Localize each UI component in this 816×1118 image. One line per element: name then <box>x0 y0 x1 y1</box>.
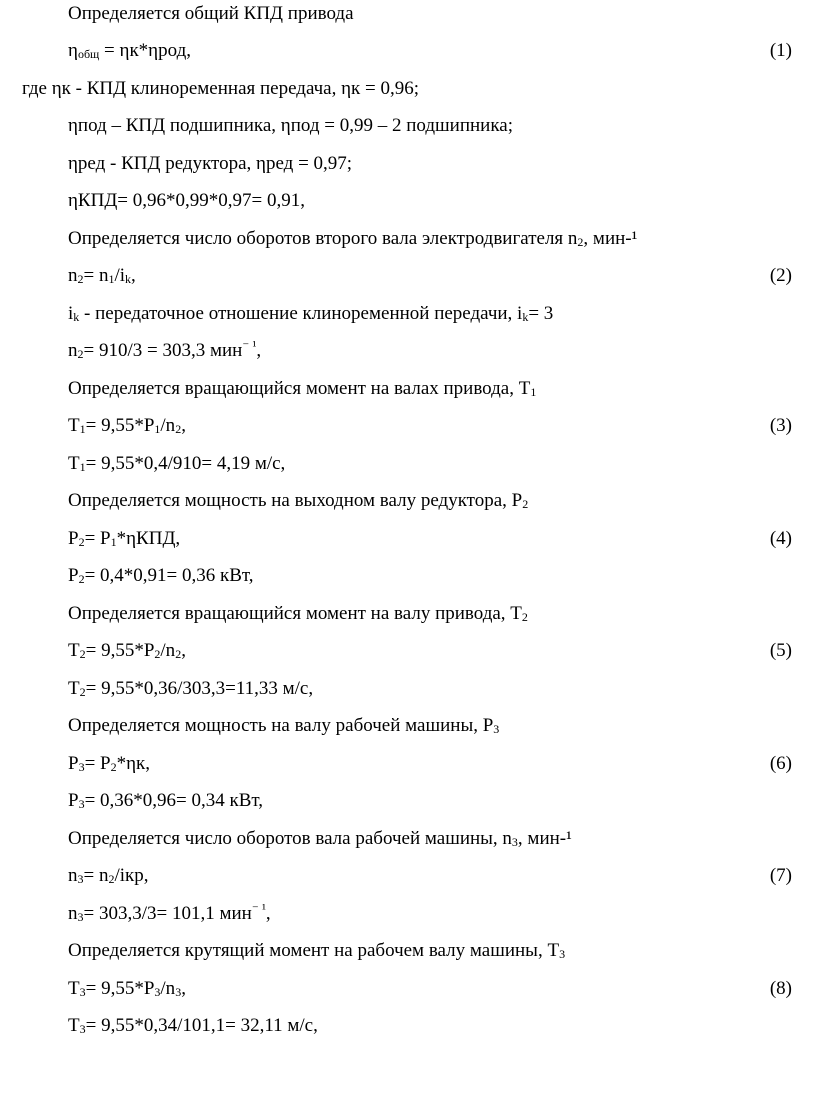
formula-text: = 9,55*0,34/101,1= 32,11 м/с, <box>85 1015 318 1036</box>
text-line-rpm-machine <box>68 825 792 853</box>
formula-subscript: 2 <box>154 647 161 661</box>
formula-subscript: 2 <box>79 647 86 661</box>
text-line-torque-machine <box>68 937 792 965</box>
line-text: , мин-¹ <box>517 828 572 849</box>
text-line-n2-result <box>68 337 792 365</box>
formula-subscript: k <box>522 310 529 324</box>
formula-text: , <box>265 903 271 924</box>
text-line-p2-result <box>68 562 792 590</box>
text-line-t1-result <box>68 450 792 478</box>
formula-line-7 <box>68 862 792 890</box>
equation-number: (3) <box>769 415 792 436</box>
formula-symbol: T <box>68 453 80 474</box>
formula-symbol: i <box>68 303 74 324</box>
formula-symbol: T <box>68 640 80 661</box>
formula-text: = 910/3 = 303,3 мин <box>83 340 243 361</box>
formula-text: = P <box>84 528 111 549</box>
formula-text: = 303,3/3= 101,1 мин <box>83 903 252 924</box>
equation-number: (2) <box>769 265 792 286</box>
equation-number: (7) <box>769 865 792 886</box>
line-text: Определяется число оборотов второго вала электродвигателя n <box>68 228 578 249</box>
formula-text: *ηк, <box>116 753 151 774</box>
formula-symbol: n <box>68 265 78 286</box>
text-line-power-reducer <box>68 487 792 515</box>
formula-text: /n <box>160 415 176 436</box>
formula-subscript: 2 <box>78 572 85 586</box>
formula-subscript: k <box>125 272 132 286</box>
formula-symbol: n <box>68 865 78 886</box>
formula-subscript: 3 <box>77 872 84 886</box>
formula-subscript: 3 <box>493 722 500 736</box>
text-line-reducer <box>68 150 792 178</box>
formula-text: = 9,55*P <box>85 640 155 661</box>
formula-subscript: 1 <box>108 272 115 286</box>
formula-subscript: 2 <box>110 760 117 774</box>
formula-text: = 0,4*0,91= 0,36 кВт, <box>84 565 254 586</box>
formula-text: = n <box>83 865 109 886</box>
formula-symbol: T <box>68 415 80 436</box>
formula-subscript: 2 <box>577 235 584 249</box>
formula-subscript: 1 <box>79 460 86 474</box>
line-text: Определяется мощность на выходном валу редуктора, P <box>68 490 523 511</box>
formula-subscript: 2 <box>78 535 85 549</box>
formula-text: = 0,36*0,96= 0,34 кВт, <box>84 790 264 811</box>
text-line-rpm-second-shaft <box>68 225 792 253</box>
equation-number: (1) <box>769 40 792 61</box>
formula-subscript: 2 <box>108 872 115 886</box>
formula-subscript: 3 <box>154 985 161 999</box>
formula-line-8 <box>68 975 792 1003</box>
formula-subscript: 1 <box>154 422 161 436</box>
text-line-power-machine <box>68 712 792 740</box>
formula-text: = P <box>84 753 111 774</box>
line-text: где ηк - КПД клиноременная передача, ηк = 0,96; <box>22 78 420 99</box>
text-line-t2-result <box>68 675 792 703</box>
formula-subscript: 3 <box>559 947 566 961</box>
formula-subscript: 3 <box>511 835 518 849</box>
text-line-p3-result <box>68 787 792 815</box>
formula-text: , <box>181 415 186 436</box>
equation-number: (8) <box>769 978 792 999</box>
text-line-n3-result <box>68 900 792 928</box>
formula-line-2 <box>68 262 792 290</box>
formula-subscript: 3 <box>78 797 85 811</box>
formula-subscript: 1 <box>79 422 86 436</box>
formula-line-5 <box>68 637 792 665</box>
text-line-gear-ratio <box>68 300 792 328</box>
formula-line-6 <box>68 750 792 778</box>
formula-symbol: T <box>68 978 80 999</box>
formula-subscript: 2 <box>522 497 529 511</box>
formula-symbol: P <box>68 528 79 549</box>
formula-superscript: ⁻ ¹ <box>242 338 257 353</box>
formula-text: = 9,55*0,4/910= 4,19 м/с, <box>85 453 286 474</box>
formula-subscript: 2 <box>175 422 182 436</box>
formula-subscript: 1 <box>110 535 117 549</box>
line-text: ηред - КПД редуктора, ηред = 0,97; <box>68 153 353 174</box>
formula-subscript: 3 <box>79 985 86 999</box>
formula-text: = 9,55*0,36/303,3=11,33 м/с, <box>85 678 314 699</box>
line-text: Определяется вращающийся момент на валу привода, T <box>68 603 522 624</box>
formula-text: /n <box>160 640 176 661</box>
formula-text: = ηк*ηрод, <box>99 40 191 61</box>
text-line-t3-result <box>68 1012 792 1040</box>
formula-text: /iкр, <box>114 865 149 886</box>
formula-symbol: T <box>68 678 80 699</box>
formula-symbol: P <box>68 753 79 774</box>
formula-subscript: общ <box>77 47 100 61</box>
formula-symbol: P <box>68 790 79 811</box>
formula-symbol: n <box>68 903 78 924</box>
line-text: - передаточное отношение клиноременной передачи, i <box>79 303 523 324</box>
text-line-efficiency-result <box>68 187 792 215</box>
equation-number: (4) <box>769 528 792 549</box>
formula-subscript: 2 <box>77 347 84 361</box>
formula-subscript: 2 <box>79 685 86 699</box>
formula-text: , <box>181 640 186 661</box>
formula-subscript: 3 <box>175 985 182 999</box>
line-text: Определяется число оборотов вала рабочей машины, n <box>68 828 512 849</box>
text-line-torque-shaft <box>68 600 792 628</box>
formula-text: , <box>256 340 262 361</box>
formula-superscript: ⁻ ¹ <box>251 901 266 916</box>
formula-subscript: 3 <box>77 910 84 924</box>
formula-subscript: 1 <box>530 385 537 399</box>
text-line-where <box>22 75 792 103</box>
formula-subscript: 2 <box>77 272 84 286</box>
formula-subscript: k <box>73 310 80 324</box>
equation-number: (6) <box>769 753 792 774</box>
line-text: ηпод – КПД подшипника, ηпод = 0,99 – 2 подшипника; <box>68 115 513 136</box>
formula-text: , <box>131 265 136 286</box>
text-line-torque-drive <box>68 375 792 403</box>
equation-number: (5) <box>769 640 792 661</box>
formula-symbol: η <box>68 40 78 61</box>
line-text: Определяется крутящий момент на рабочем валу машины, T <box>68 940 560 961</box>
formula-symbol: n <box>68 340 78 361</box>
line-text: Определяется общий КПД привода <box>68 3 354 24</box>
line-text: ηКПД= 0,96*0,99*0,97= 0,91, <box>68 190 305 211</box>
formula-line-1 <box>68 37 792 65</box>
formula-subscript: 2 <box>175 647 182 661</box>
formula-symbol: P <box>68 565 79 586</box>
formula-line-4 <box>68 525 792 553</box>
formula-text: *ηКПД, <box>116 528 181 549</box>
formula-text: /i <box>114 265 126 286</box>
formula-subscript: 3 <box>79 1022 86 1036</box>
line-text: Определяется мощность на валу рабочей машины, P <box>68 715 494 736</box>
line-text: = 3 <box>528 303 554 324</box>
formula-text: = 9,55*P <box>85 415 155 436</box>
formula-text: /n <box>160 978 176 999</box>
text-line-intro-efficiency <box>68 0 792 28</box>
line-text: Определяется вращающийся момент на валах привода, T <box>68 378 531 399</box>
text-line-bearing <box>68 112 792 140</box>
formula-line-3 <box>68 412 792 440</box>
line-text: , мин-¹ <box>583 228 638 249</box>
formula-subscript: 2 <box>521 610 528 624</box>
formula-text: = 9,55*P <box>85 978 155 999</box>
formula-symbol: T <box>68 1015 80 1036</box>
formula-text: , <box>181 978 186 999</box>
formula-subscript: 3 <box>78 760 85 774</box>
formula-text: = n <box>83 265 109 286</box>
